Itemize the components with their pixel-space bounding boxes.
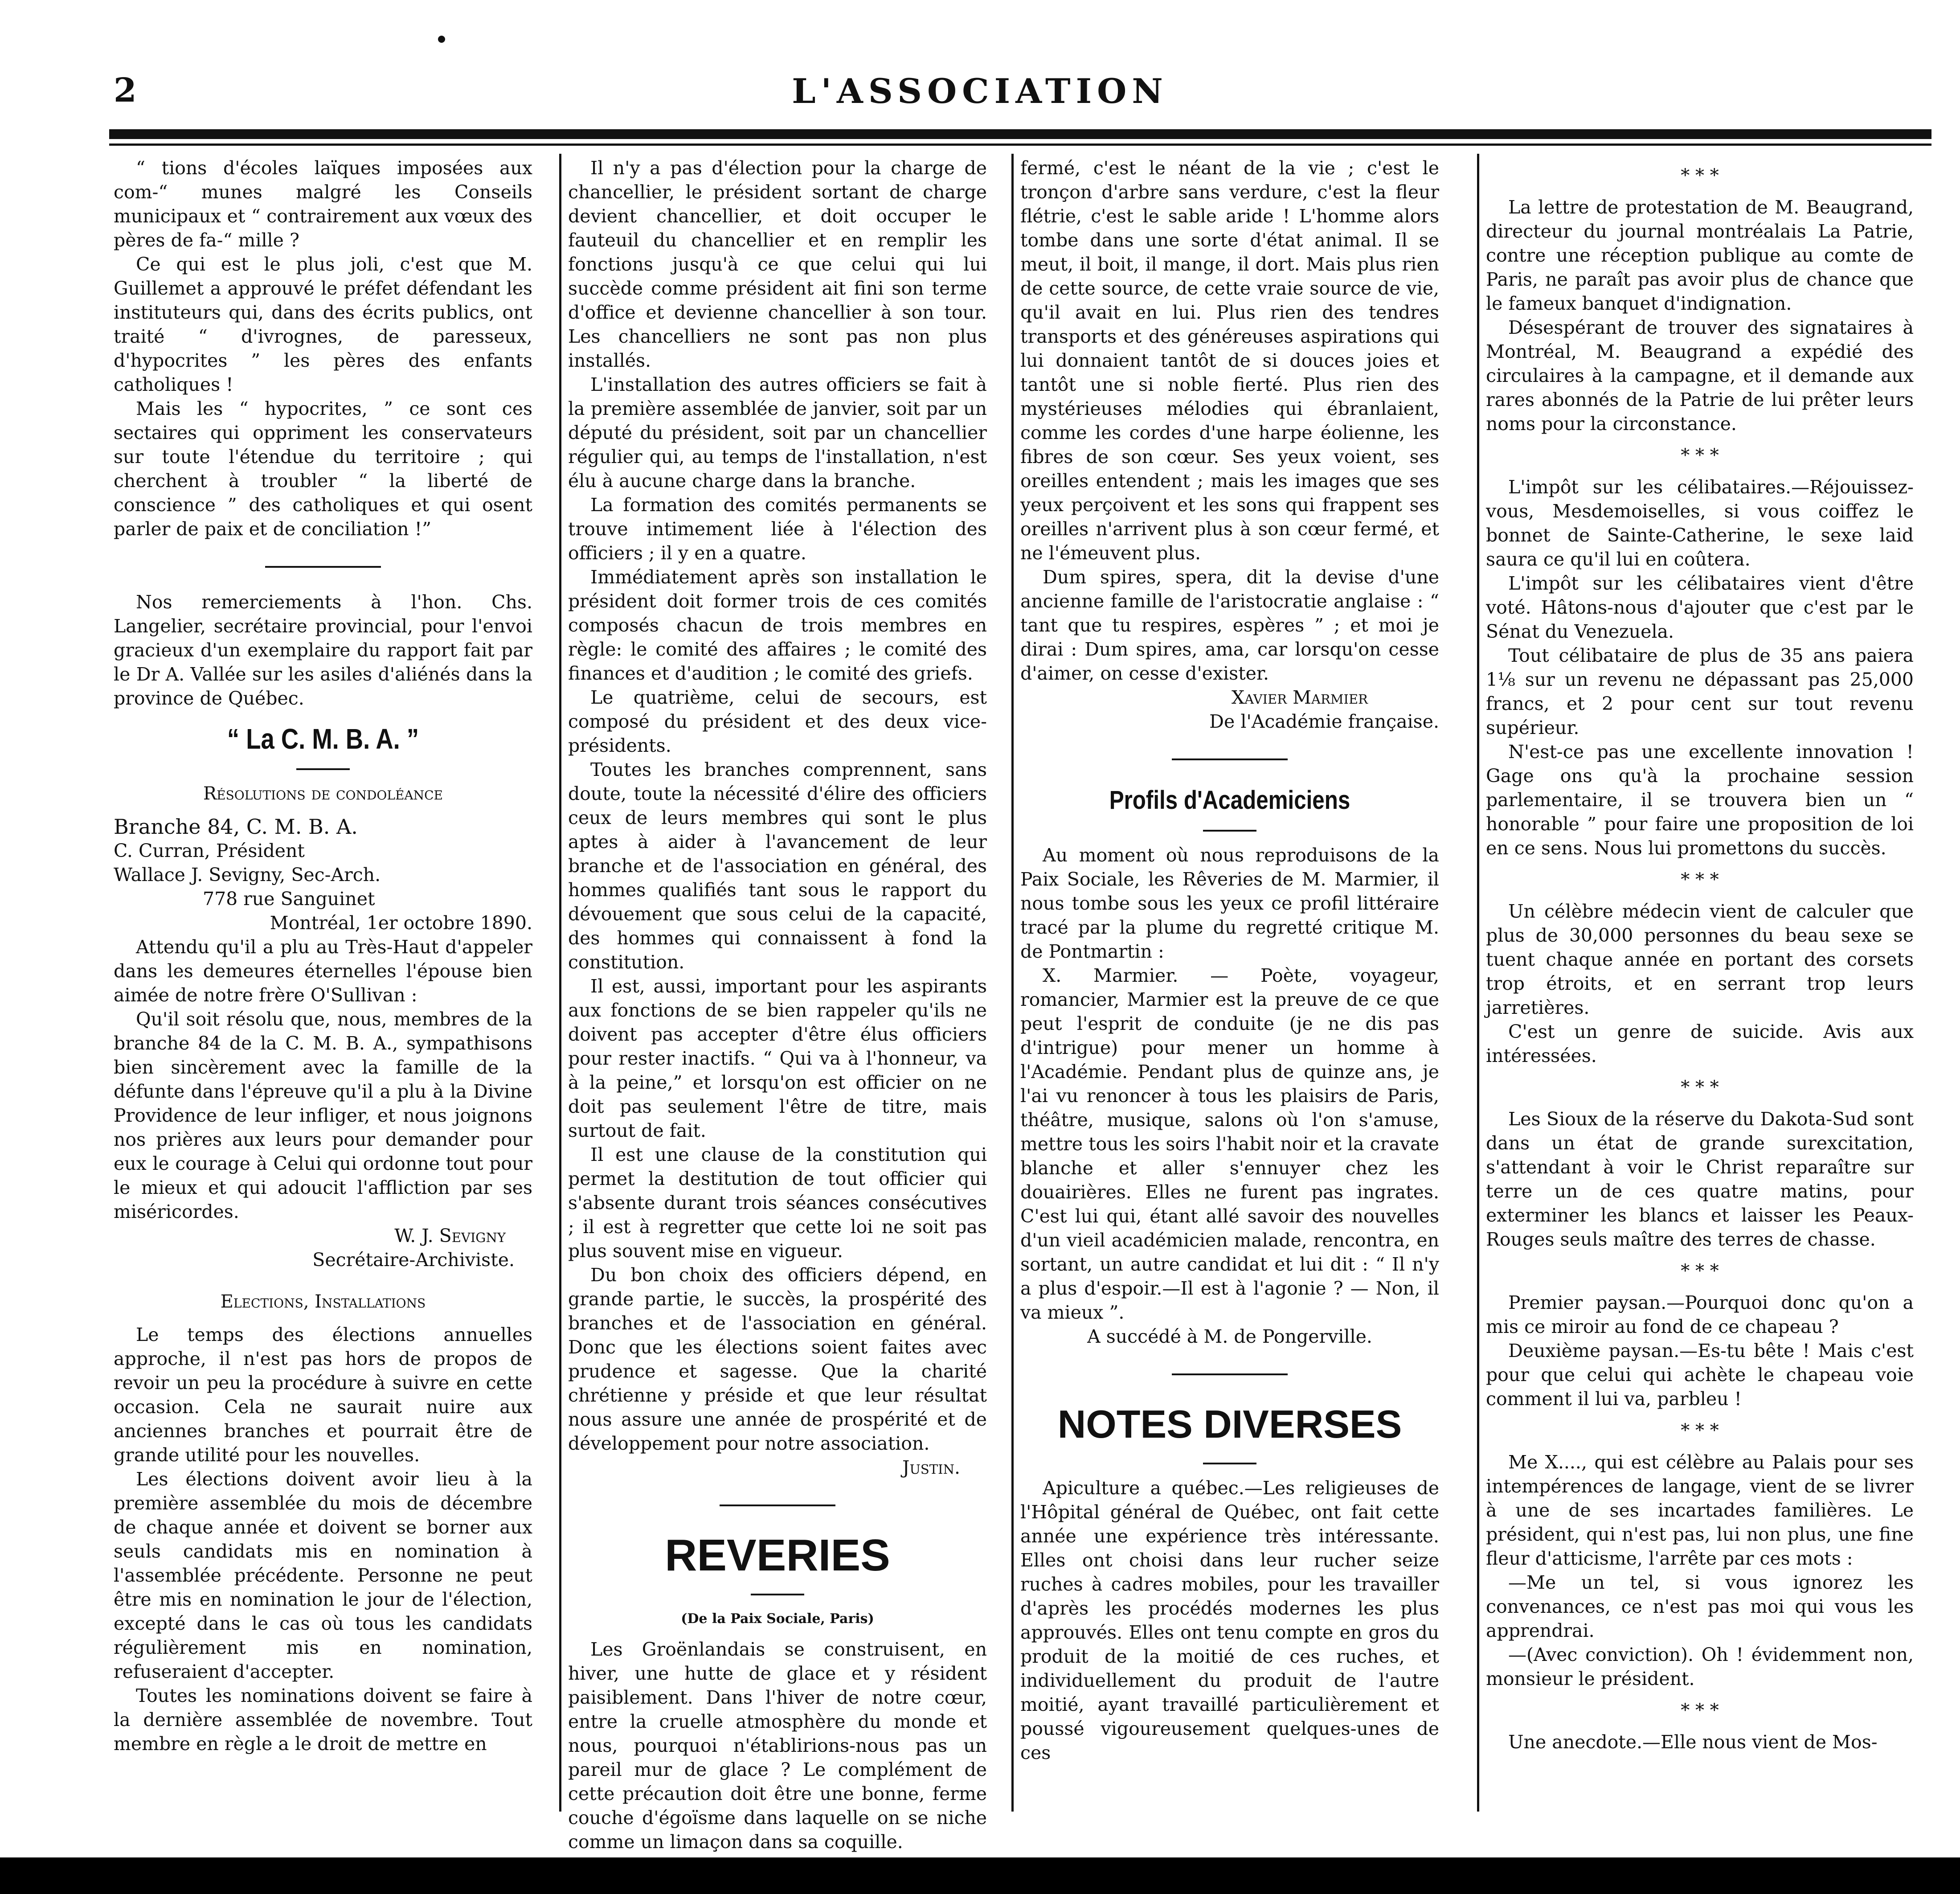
asterism: * * * bbox=[1681, 445, 1719, 466]
paragraph: Il n'y a pas d'élection pour la charge de chancellier, le président sortant de charge devient chancellier, et doit occuper le fauteuil du chancellier et en remplir les fonctions jusqu'à ce que celui qui lui succède comme président ait fini son terme d'office et devienne chancellier à son tour. Les chancelliers ne sont pas non plus installés. bbox=[568, 157, 987, 371]
masthead: L'ASSOCIATION bbox=[792, 71, 1168, 111]
masthead-rule-thin bbox=[109, 143, 1931, 146]
address-line: 778 rue Sanguinet bbox=[203, 888, 375, 910]
branch-line: Branche 84, C. M. B. A. bbox=[114, 815, 358, 839]
column-3 bbox=[1020, 156, 1439, 1805]
paragraph: Les Groënlandais se construisent, en hiver, une hutte de glace et y résident paisiblement. Dans l'hiver de notre cœur, entre la cruelle atmosphère du monde et nous, pourquoi n'établirions-nous pas un pareil mur de glace ? Le complément de cette précaution doit être une bonne, ferme couche d'égoïsme dans laquelle on se niche comme un limaçon dans sa coquille. bbox=[568, 1639, 987, 1853]
column-rule bbox=[559, 154, 561, 1812]
paragraph: La formation des comités permanents se trouve intimement liée à l'élection des officiers ; il y en a quatre. bbox=[568, 494, 987, 564]
section-separator bbox=[1020, 1361, 1439, 1385]
short-rule bbox=[751, 1594, 804, 1595]
paragraph: Un célèbre médecin vient de calculer que plus de 30,000 personnes du beau sexe se tuent chaque année en portant des corsets trop étroits, et en serrant trop leurs jarretières. bbox=[1486, 901, 1914, 1018]
signature-name: W. J. Sevigny bbox=[394, 1225, 506, 1246]
paragraph: Apiculture a québec.—Les religieuses de l'Hôpital général de Québec, ont fait cette année une expérience très intéressante. Elles ont choisi dans leur rucher seize ruches à cadres mobiles, pour les travailler d'après les procédés modernes les plus approuvés. Elles ont tenu compte en gros du produit de la moitié de ces ruches, et individuellement du produit de l'autre moitié, ayant travaillé particulièrement et poussé vigoureusement quelques-unes de ces bbox=[1020, 1477, 1439, 1763]
paragraph: Immédiatement après son installation le président doit former trois de ces comités composés chacun de trois membres en règle: le comité des affaires ; le comité des finances et d'audition ; le comité des griefs. bbox=[568, 566, 987, 684]
paragraph: Tout célibataire de plus de 35 ans paiera 1⅛ sur un revenu ne dépassant pas 25,000 francs, et 2 pour cent sur tout revenu supérieur. bbox=[1486, 645, 1914, 738]
paragraph: Les élections doivent avoir lieu à la première assemblée du mois de décembre de chaque année et doivent se borner aux seuls candidats mis en nomination à l'assemblée précédente. Personne ne peut être mis en nomination le jour de l'élection, excepté dans le cas où tous les candidats régulièrement mis en nomination, refuseraient d'accepter. bbox=[114, 1468, 532, 1682]
asterism: * * * bbox=[1681, 165, 1719, 186]
paragraph: Me X...., qui est célèbre au Palais pour ses intempérences de langage, vient de se livrer à une de ses incartades familières. Le président, qui n'est pas, lui non plus, une fine fleur d'atticisme, l'arrête par ces mots : bbox=[1486, 1451, 1914, 1569]
reveries-title: REVERIES bbox=[665, 1530, 890, 1580]
paragraph: La lettre de protestation de M. Beaugrand, directeur du journal montréalais La Patrie, contre une réception publique au comte de Paris, ne paraît pas avoir plus de chance que le fameux banquet d'indignation. bbox=[1486, 197, 1914, 314]
asterism: * * * bbox=[1681, 869, 1719, 890]
paragraph: Le quatrième, celui de secours, est composé du président et des deux vice-présidents. bbox=[568, 687, 987, 756]
short-rule bbox=[1203, 1463, 1256, 1464]
paragraph: Toutes les branches comprennent, sans doute, toute la nécessité d'élire des officiers ceux de leurs membres qui sont le plus aptes à aider à l'avancement de leur branche et de l'association en général, des hommes qualifiés tant sous le rapport du dévouement que sous celui de la capacité, des hommes qui connaissent à fond la constitution. bbox=[568, 759, 987, 973]
cmba-title: “ La C. M. B. A. ” bbox=[227, 723, 419, 755]
short-rule bbox=[296, 768, 350, 770]
paragraph: Désespérant de trouver des signataires à Montréal, M. Beaugrand a expédié des circulaires à la campagne, et il demande aux rares abonnés de la Patrie de lui prêter leurs noms pour la circonstance. bbox=[1486, 317, 1914, 435]
source-note: (De la Paix Sociale, Paris) bbox=[681, 1611, 874, 1627]
paragraph: X. Marmier. — Poète, voyageur, romancier, Marmier est la preuve de ce que peut l'esprit de conduite (je ne dis pas d'intrigue) pour mener un homme à l'Académie. Pendant plus de quinze ans, je l'ai vu renoncer à tous les plaisirs de Paris, théâtre, musique, salons où l'on s'amuse, mettre tous les soirs l'habit noir et la cravate blanche et aller s'ennuyer chez les douairières. Elles ne furent pas ingrates. C'est lui qui, étant allé savoir des nouvelles d'un vieil académicien malade, rencontra, en sortant, un autre candidat et lui dit : “ Il n'y a plus d'espoir.—Il est à l'agonie ? — Non, il va mieux ”. bbox=[1020, 965, 1439, 1323]
page-number: 2 bbox=[114, 71, 137, 110]
masthead-rule-thick bbox=[109, 129, 1931, 139]
paragraph: L'impôt sur les célibataires.—Réjouissez-vous, Mesdemoiselles, si vous coiffez le bonnet de Sainte-Catherine, le sexe laid saura ce qu'il lui en coûtera. bbox=[1486, 476, 1914, 570]
paragraph: Du bon choix des officiers dépend, en grande partie, le succès, la prospérité des branches et de l'association en général. Donc que les élections soient faites avec prudence et sagesse. Que la charité chrétienne y préside et que leur résultat nous assure une année de prospérité et de développement pour notre association. bbox=[568, 1264, 987, 1454]
dateline: Montréal, 1er octobre 1890. bbox=[270, 912, 532, 934]
secretary-line: Wallace J. Sevigny, Sec-Arch. bbox=[114, 864, 381, 886]
section-heading: Elections, Installations bbox=[220, 1291, 426, 1312]
signature-name: Xavier Marmier bbox=[1231, 687, 1368, 708]
column-2 bbox=[568, 156, 987, 1853]
paragraph: Le temps des élections annuelles approche, il n'est pas hors de propos de revoir un peu la procédure à suivre en cette occasion. Cela ne saurait nuire aux anciennes branches et pourrait être de grande utilité pour les nouvelles. bbox=[114, 1324, 532, 1466]
column-1 bbox=[114, 156, 532, 1805]
paragraph: fermé, c'est le néant de la vie ; c'est le tronçon d'arbre sans verdure, c'est la fleur flétrie, c'est le sable aride ! L'homme alors tombe dans une sorte d'état animal. Il se meut, il boit, il mange, il dort. Mais plus rien de cette source, de cette vraie source de vie, qu'il avait en lui. Plus rien des tendres transports et des généreuses aspirations qui lui donnaient tantôt de si douces joies et tantôt une si noble fierté. Plus rien des mystérieuses mélodies qui ébranlaient, comme les cordes d'une harpe éolienne, les fibres de son cœur. Ses yeux voient, ses oreilles entendent ; mais les images que ses yeux perçoivent et les sons qui frappent ses oreilles n'arrivent plus à son cœur fermé, et ne l'émeuvent plus. bbox=[1020, 157, 1439, 564]
asterism: * * * bbox=[1681, 1077, 1719, 1098]
profils-title: Profils d'Academiciens bbox=[1109, 786, 1350, 815]
paragraph: Mais les “ hypocrites, ” ce sont ces sectaires qui oppriment les conservateurs sur toute l'étendue du territoire ; qui cherchent à troubler “ la liberté de conscience ” des catholiques et qui osent parler de paix et de conciliation !” bbox=[114, 398, 532, 540]
asterism: * * * bbox=[1681, 1420, 1719, 1441]
paragraph: Qu'il soit résolu que, nous, membres de la branche 84 de la C. M. B. A., sympathisons bien sincèrement avec la famille de la défunte dans l'épreuve qu'il a plu à la Divine Providence de leur infliger, et nous joignons nos prières aux leurs pour demander pour eux le courage à Celui qui ordonne tout pour le mieux et qui adoucit l'affliction par ses miséricordes. bbox=[114, 1008, 532, 1222]
paragraph: Ce qui est le plus joli, c'est que M. Guillemet a approuvé le préfet défendant les instituteurs qui, dans des écrits publics, ont traité “ d'ivrognes, de paresseux, d'hypocrites ” les pères des enfants catholiques ! bbox=[114, 254, 532, 395]
paragraph: Premier paysan.—Pourquoi donc qu'on a mis ce miroir au fond de ce chapeau ? bbox=[1486, 1292, 1914, 1337]
paragraph: C'est un genre de suicide. Avis aux intéressées. bbox=[1486, 1021, 1914, 1066]
signature-title: De l'Académie française. bbox=[1209, 711, 1439, 732]
column-rule bbox=[1477, 154, 1479, 1812]
paragraph: Deuxième paysan.—Es-tu bête ! Mais c'est pour que celui qui achète le chapeau voie comment il lui va, parbleu ! bbox=[1486, 1340, 1914, 1410]
section-separator bbox=[568, 1492, 987, 1516]
paragraph: Nos remerciements à l'hon. Chs. Langelier, secrétaire provincial, pour l'envoi gracieux d'un exemplaire du rapport fait par le Dr A. Vallée sur les asiles d'aliénés dans la province de Québec. bbox=[114, 591, 532, 709]
notes-title: NOTES DIVERSES bbox=[1057, 1402, 1402, 1446]
paragraph: Attendu qu'il a plu au Très-Haut d'appeler dans les demeures éternelles l'épouse bien aimée de notre frère O'Sullivan : bbox=[114, 936, 532, 1006]
paragraph: Il est, aussi, important pour les aspirants aux fonctions de se bien rappeler qu'ils ne doivent pas accepter d'être élus officiers pour rester inactifs. “ Qui va à l'honneur, va à la peine,” et lorsqu'on est officier on ne doit pas seulement l'être de titre, mais surtout de fait. bbox=[568, 976, 987, 1141]
paragraph: Au moment où nous reproduisons de la Paix Sociale, les Rêveries de M. Marmier, il nous tombe sous les yeux ce profil littéraire tracé par la plume du regretté critique M. de Pontmartin : bbox=[1020, 845, 1439, 962]
column-4 bbox=[1486, 156, 1914, 1805]
section-heading: Résolutions de condoléance bbox=[203, 783, 443, 804]
asterism: * * * bbox=[1681, 1700, 1719, 1721]
paragraph: L'installation des autres officiers se fait à la première assemblée de janvier, soit par un député du président, soit par un chancellier régulier qui, au temps de l'installation, n'est élu à aucune charge dans la branche. bbox=[568, 374, 987, 492]
paragraph: N'est-ce pas une excellente innovation ! Gage ons qu'à la prochaine session parlementaire, il se trouvera bien un “ honorable ” pour faire une proposition de loi en ce sens. Nous lui promettons du succès. bbox=[1486, 741, 1914, 859]
paragraph: L'impôt sur les célibataires vient d'être voté. Hâtons-nous d'ajouter que c'est par le Sénat du Venezuela. bbox=[1486, 573, 1914, 642]
paragraph: A succédé à M. de Pongerville. bbox=[1087, 1326, 1372, 1347]
ink-speck bbox=[438, 36, 445, 43]
paragraph: Il est une clause de la constitution qui permet la destitution de tout officier qui s'absente durant trois séances consécutives ; il est à regretter que cette loi ne soit pas plus souvent mise en vigueur. bbox=[568, 1144, 987, 1262]
paragraph: Les Sioux de la réserve du Dakota-Sud sont dans un état de grande surexcitation, s'attendant à voir le Christ reparaître sur terre un de ces quatre matins, pour exterminer les blancs et laisser les Peaux-Rouges seuls maître des terres de chasse. bbox=[1486, 1108, 1914, 1250]
paragraph: —Me un tel, si vous ignorez les convenances, ce n'est pas moi qui vous les apprendrai. bbox=[1486, 1572, 1914, 1641]
section-separator bbox=[114, 553, 532, 578]
signature-name: Justin. bbox=[902, 1457, 960, 1478]
paragraph: “ tions d'écoles laïques imposées aux com-“ munes malgré les Conseils municipaux et “ contrairement aux vœux des pères de fa-“ mille ? bbox=[114, 157, 532, 251]
short-rule bbox=[1203, 830, 1256, 832]
paragraph: Une anecdote.—Elle nous vient de Mos- bbox=[1508, 1731, 1878, 1753]
section-separator bbox=[1020, 746, 1439, 770]
paragraph: Dum spires, spera, dit la devise d'une ancienne famille de l'aristocratie anglaise : “ tant que tu respires, espères ” ; et moi je dirai : Dum spires, ama, car lorsqu'on cesse d'aimer, on cesse d'exister. bbox=[1020, 566, 1439, 684]
scan-border bbox=[0, 1857, 1960, 1894]
paragraph: Toutes les nominations doivent se faire à la dernière assemblée de novembre. Tout membre en règle a le droit de mettre en bbox=[114, 1685, 532, 1755]
column-rule bbox=[1011, 154, 1014, 1812]
signature-title: Secrétaire-Archiviste. bbox=[312, 1249, 515, 1271]
paragraph: —(Avec conviction). Oh ! évidemment non, monsieur le président. bbox=[1486, 1644, 1914, 1689]
president-line: C. Curran, Président bbox=[114, 840, 305, 861]
asterism: * * * bbox=[1681, 1261, 1719, 1281]
